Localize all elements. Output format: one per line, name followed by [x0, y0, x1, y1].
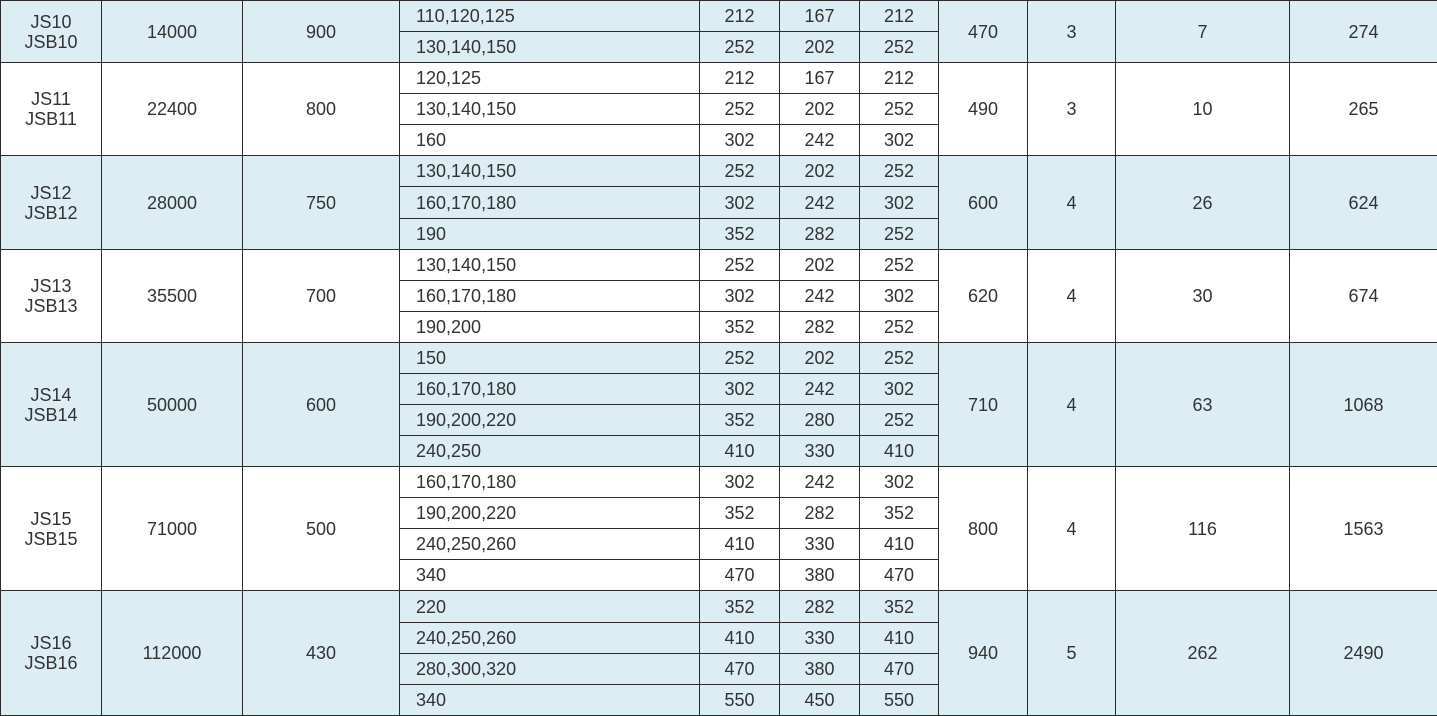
- speed-cell: 700: [243, 249, 400, 342]
- model-name-js: JS13: [30, 275, 72, 296]
- dim-cell: 302: [860, 125, 939, 156]
- table-row: [1, 467, 1437, 498]
- count-cell: 3: [1028, 1, 1116, 63]
- count-cell: 5: [1028, 591, 1116, 716]
- speed-cell: 500: [243, 467, 400, 591]
- bore-cell: 160,170,180: [400, 467, 700, 498]
- dim-cell: 242: [780, 280, 860, 311]
- dim-cell: 450: [780, 684, 860, 715]
- dim-cell: 302: [700, 373, 780, 404]
- torque-cell: 28000: [102, 156, 243, 249]
- model-cell: [1, 342, 102, 466]
- inertia-cell: 30: [1116, 249, 1290, 342]
- length-cell: 940: [939, 591, 1028, 716]
- length-cell: 800: [939, 467, 1028, 591]
- dim-cell: 212: [860, 63, 939, 94]
- model-name-jsb: JSB15: [24, 528, 78, 549]
- model-name-jsb: JSB12: [24, 202, 78, 223]
- model-cell: [1, 63, 102, 156]
- dim-cell: 380: [780, 653, 860, 684]
- bore-cell: 190: [400, 218, 700, 249]
- dim-cell: 167: [780, 63, 860, 94]
- dim-cell: 252: [860, 342, 939, 373]
- bore-cell: 110,120,125: [400, 1, 700, 32]
- weight-cell: 624: [1290, 156, 1437, 249]
- model-name-js: JS14: [30, 384, 72, 405]
- dim-cell: 302: [860, 280, 939, 311]
- table-row: [1, 156, 1437, 187]
- speed-cell: 800: [243, 63, 400, 156]
- inertia-cell: 7: [1116, 1, 1290, 63]
- weight-cell: 674: [1290, 249, 1437, 342]
- dim-cell: 302: [860, 373, 939, 404]
- dim-cell: 282: [780, 218, 860, 249]
- count-cell: 3: [1028, 63, 1116, 156]
- bore-cell: 130,140,150: [400, 94, 700, 125]
- count-cell: 4: [1028, 249, 1116, 342]
- dim-cell: 282: [780, 498, 860, 529]
- dim-cell: 202: [780, 32, 860, 63]
- table-row: [1, 249, 1437, 280]
- model-name-js: JS11: [31, 89, 71, 110]
- speed-cell: 430: [243, 591, 400, 716]
- length-cell: 600: [939, 156, 1028, 249]
- dim-cell: 302: [700, 467, 780, 498]
- bore-cell: 240,250,260: [400, 529, 700, 560]
- model-cell: [1, 1, 102, 63]
- model-cell: [1, 249, 102, 342]
- torque-cell: 14000: [102, 1, 243, 63]
- dim-cell: 302: [700, 125, 780, 156]
- inertia-cell: 116: [1116, 467, 1290, 591]
- bore-cell: 160,170,180: [400, 373, 700, 404]
- dim-cell: 202: [780, 156, 860, 187]
- model-cell: [1, 591, 102, 716]
- dim-cell: 242: [780, 373, 860, 404]
- dim-cell: 282: [780, 311, 860, 342]
- dim-cell: 242: [780, 467, 860, 498]
- dim-cell: 252: [700, 32, 780, 63]
- dim-cell: 352: [700, 311, 780, 342]
- model-name-js: JS16: [30, 633, 72, 654]
- count-cell: 4: [1028, 467, 1116, 591]
- weight-cell: 274: [1290, 1, 1437, 63]
- dim-cell: 410: [860, 529, 939, 560]
- dim-cell: 380: [780, 560, 860, 591]
- dim-cell: 252: [860, 249, 939, 280]
- model-cell: [1, 156, 102, 249]
- dim-cell: 470: [700, 653, 780, 684]
- table-row: [1, 63, 1437, 94]
- model-name-jsb: JSB13: [24, 295, 78, 316]
- dim-cell: 470: [860, 560, 939, 591]
- model-name-jsb: JSB14: [24, 404, 78, 425]
- dim-cell: 252: [700, 94, 780, 125]
- dim-cell: 252: [700, 156, 780, 187]
- dim-cell: 352: [700, 591, 780, 622]
- dim-cell: 302: [860, 187, 939, 218]
- dim-cell: 302: [700, 280, 780, 311]
- bore-cell: 160: [400, 125, 700, 156]
- bore-cell: 160,170,180: [400, 280, 700, 311]
- dim-cell: 352: [700, 218, 780, 249]
- bore-cell: 340: [400, 560, 700, 591]
- length-cell: 710: [939, 342, 1028, 466]
- model-name-jsb: JSB16: [24, 653, 78, 674]
- dim-cell: 252: [860, 405, 939, 436]
- dim-cell: 410: [860, 436, 939, 467]
- bore-cell: 130,140,150: [400, 32, 700, 63]
- weight-cell: 2490: [1290, 591, 1437, 716]
- dim-cell: 470: [860, 653, 939, 684]
- speed-cell: 900: [243, 1, 400, 63]
- bore-cell: 190,200,220: [400, 498, 700, 529]
- bore-cell: 240,250: [400, 436, 700, 467]
- dim-cell: 252: [860, 32, 939, 63]
- dim-cell: 212: [700, 1, 780, 32]
- dim-cell: 242: [780, 125, 860, 156]
- bore-cell: 160,170,180: [400, 187, 700, 218]
- model-name-js: JS15: [30, 508, 72, 529]
- model-name-jsb: JSB11: [25, 109, 77, 130]
- dim-cell: 280: [780, 405, 860, 436]
- speed-cell: 750: [243, 156, 400, 249]
- torque-cell: 71000: [102, 467, 243, 591]
- bore-cell: 190,200,220: [400, 405, 700, 436]
- dim-cell: 550: [700, 684, 780, 715]
- count-cell: 4: [1028, 156, 1116, 249]
- weight-cell: 1068: [1290, 342, 1437, 466]
- inertia-cell: 26: [1116, 156, 1290, 249]
- torque-cell: 50000: [102, 342, 243, 466]
- torque-cell: 112000: [102, 591, 243, 716]
- table-row: [1, 342, 1437, 373]
- bore-cell: 280,300,320: [400, 653, 700, 684]
- dim-cell: 282: [780, 591, 860, 622]
- speed-cell: 600: [243, 342, 400, 466]
- weight-cell: 265: [1290, 63, 1437, 156]
- inertia-cell: 262: [1116, 591, 1290, 716]
- dim-cell: 410: [700, 529, 780, 560]
- dim-cell: 302: [700, 187, 780, 218]
- inertia-cell: 63: [1116, 342, 1290, 466]
- dim-cell: 252: [700, 249, 780, 280]
- dim-cell: 410: [700, 622, 780, 653]
- dim-cell: 330: [780, 622, 860, 653]
- bore-cell: 130,140,150: [400, 156, 700, 187]
- dim-cell: 410: [700, 436, 780, 467]
- bore-cell: 130,140,150: [400, 249, 700, 280]
- weight-cell: 1563: [1290, 467, 1437, 591]
- dim-cell: 252: [700, 342, 780, 373]
- dim-cell: 242: [780, 187, 860, 218]
- bore-cell: 120,125: [400, 63, 700, 94]
- dim-cell: 202: [780, 342, 860, 373]
- torque-cell: 22400: [102, 63, 243, 156]
- count-cell: 4: [1028, 342, 1116, 466]
- table-row: [1, 1, 1437, 32]
- dim-cell: 167: [780, 1, 860, 32]
- dim-cell: 352: [860, 498, 939, 529]
- dim-cell: 330: [780, 529, 860, 560]
- dim-cell: 330: [780, 436, 860, 467]
- model-name-js: JS12: [30, 182, 72, 203]
- length-cell: 620: [939, 249, 1028, 342]
- torque-cell: 35500: [102, 249, 243, 342]
- dim-cell: 550: [860, 684, 939, 715]
- bore-cell: 340: [400, 684, 700, 715]
- model-name-js: JS10: [30, 11, 72, 32]
- length-cell: 490: [939, 63, 1028, 156]
- dim-cell: 252: [860, 156, 939, 187]
- dim-cell: 202: [780, 94, 860, 125]
- dim-cell: 252: [860, 218, 939, 249]
- bore-cell: 220: [400, 591, 700, 622]
- dim-cell: 212: [700, 63, 780, 94]
- dim-cell: 352: [700, 498, 780, 529]
- model-cell: [1, 467, 102, 591]
- inertia-cell: 10: [1116, 63, 1290, 156]
- dim-cell: 212: [860, 1, 939, 32]
- table-row: [1, 591, 1437, 622]
- bore-cell: 150: [400, 342, 700, 373]
- dim-cell: 302: [860, 467, 939, 498]
- dim-cell: 352: [860, 591, 939, 622]
- model-name-jsb: JSB10: [24, 31, 78, 52]
- dim-cell: 410: [860, 622, 939, 653]
- bore-cell: 190,200: [400, 311, 700, 342]
- length-cell: 470: [939, 1, 1028, 63]
- dim-cell: 352: [700, 405, 780, 436]
- dim-cell: 252: [860, 94, 939, 125]
- dim-cell: 470: [700, 560, 780, 591]
- dim-cell: 202: [780, 249, 860, 280]
- bore-cell: 240,250,260: [400, 622, 700, 653]
- dim-cell: 252: [860, 311, 939, 342]
